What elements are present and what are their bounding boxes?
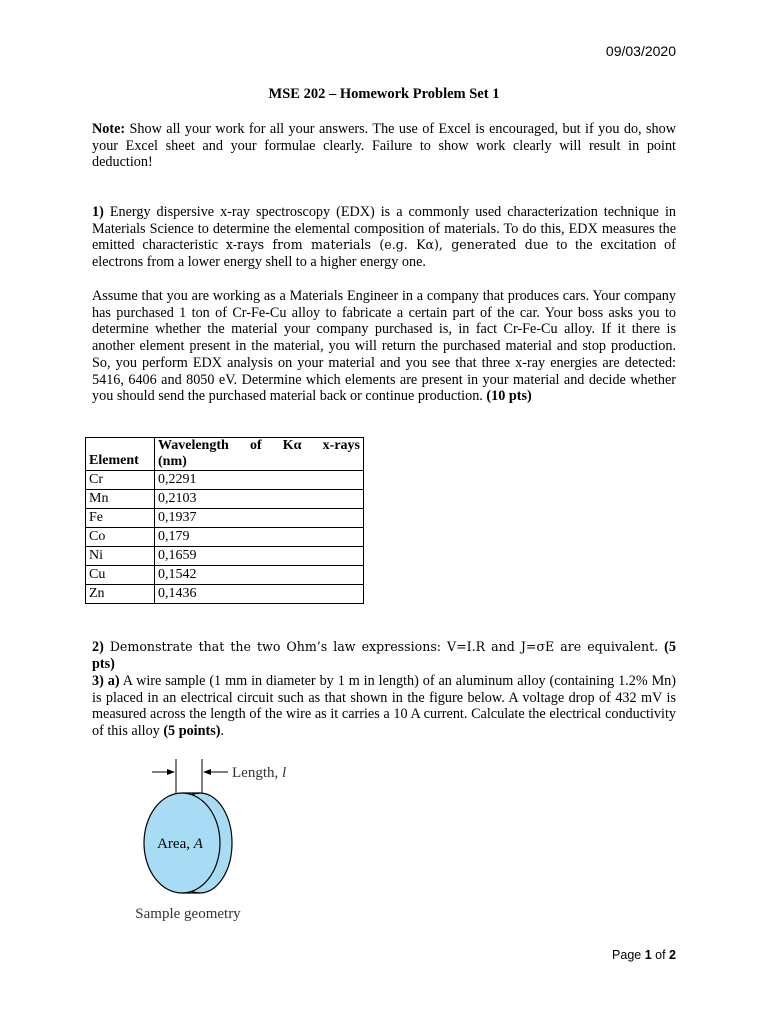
question-1-scenario-text: Assume that you are working as a Materials Engineer in a company that produces cars. Your company has purchased 1 ton of Cr-Fe-Cu alloy to fabricate a certain part of the car. Your boss asks you to determine whether the material your company purchased is, in fact Cr-Fe-Cu alloy. If it there is another element present in the material, you will return the purchased material and stop production. So, you perform EDX analysis on your material and you see that three x-ray energies are detected: 5416, 6406 and 8050 eV. Determine which elements are present in your material and decide whether you should send the purchased material back or continue production. <box>92 288 676 405</box>
element-cell: Ni <box>86 547 155 566</box>
wavelength-header-line-1 <box>158 438 360 454</box>
length-arrow-left-head <box>167 769 175 775</box>
sample-geometry-figure <box>120 755 320 930</box>
area-label: Area, A <box>157 836 203 852</box>
element-cell: Fe <box>86 509 155 528</box>
question-3a-end: . <box>220 723 225 740</box>
document-date: 09/03/2020 <box>605 43 676 59</box>
wavelength-cell: 0,2103 <box>155 490 364 509</box>
wavelength-cell: 0,1659 <box>155 547 364 566</box>
table-header-wavelength <box>155 438 364 471</box>
figure-caption: Sample geometry <box>135 906 241 922</box>
document-title: MSE 202 – Homework Problem Set 1 <box>268 86 500 102</box>
question-3a-number: 3) a) <box>92 673 120 689</box>
total-pages: 2 <box>669 948 676 962</box>
question-3a-text: A wire sample (1 mm in diameter by 1 m in length) of an aluminum alloy (containing 1.2% Mn) is placed in an electrical circuit such as that shown in the figure below. A voltage drop of 432 mV is measured across the length of the wire as it carries a 10 A current. Calculate the electrical conductivity of this alloy <box>92 673 676 740</box>
question-1-text-a: Energy dispersive x-ray spectroscopy (EDX) is a commonly used characterization technique in Materials Science to determine the elemental composition of materials. To do this, EDX measures the emitted characteristic <box>92 204 676 254</box>
table-row <box>86 490 364 509</box>
element-cell: Cu <box>86 566 155 585</box>
note-paragraph <box>92 121 676 171</box>
page-number <box>612 948 676 962</box>
question-2 <box>92 639 676 672</box>
note-text: Show all your work for all your answers. The use of Excel is encouraged, but if you do, show your Excel sheet and your formulae clearly. Failure to show work clearly will result in point deduction! <box>92 121 676 171</box>
table-row <box>86 547 364 566</box>
question-3a <box>92 673 676 740</box>
length-label: Length, l <box>232 765 287 781</box>
question-3a-points: (5 points) <box>163 723 221 740</box>
of-word: of <box>651 948 670 962</box>
question-2-number: 2) <box>92 639 104 655</box>
table-row <box>86 566 364 585</box>
element-wavelength-table <box>85 437 364 604</box>
wavelength-cell: 0,1542 <box>155 566 364 585</box>
table-row <box>86 585 364 604</box>
question-1-points: (10 pts) <box>486 388 532 405</box>
wavelength-cell: 0,179 <box>155 528 364 547</box>
of-word: of <box>249 438 262 453</box>
wavelength-cell: 0,2291 <box>155 471 364 490</box>
table-row <box>86 509 364 528</box>
element-cell: Cr <box>86 471 155 490</box>
note-label: Note: <box>92 121 126 137</box>
question-1-intro <box>92 204 676 271</box>
element-cell: Co <box>86 528 155 547</box>
question-1-scenario <box>92 288 676 405</box>
element-cell: Zn <box>86 585 155 604</box>
question-1-text-b: x-rays from materials (e.g. Kα), generated due <box>225 237 549 253</box>
wavelength-header-line-2: (nm) <box>158 454 187 469</box>
question-2-points: (5 pts) <box>92 639 676 672</box>
table-row <box>86 471 364 490</box>
table-header-row <box>86 438 364 471</box>
element-cell: Mn <box>86 490 155 509</box>
length-arrow-right-head <box>203 769 211 775</box>
question-1-number: 1) <box>92 204 104 220</box>
k-alpha-word: Kα <box>282 438 302 453</box>
page-word: Page <box>612 948 645 962</box>
x-rays-word: x-rays <box>322 438 360 453</box>
wavelength-cell: 0,1937 <box>155 509 364 528</box>
current-page: 1 <box>644 948 652 962</box>
wavelength-word: Wavelength <box>158 438 229 453</box>
question-2-text: Demonstrate that the two Ohm’s law expressions: V=I.R and J=σE are equivalent. <box>103 639 665 654</box>
question-1-text-c: to the excitation of electrons from a lower energy shell to a higher energy one. <box>92 237 676 271</box>
wavelength-cell: 0,1436 <box>155 585 364 604</box>
table-header-element: Element <box>86 438 155 471</box>
table-row <box>86 528 364 547</box>
